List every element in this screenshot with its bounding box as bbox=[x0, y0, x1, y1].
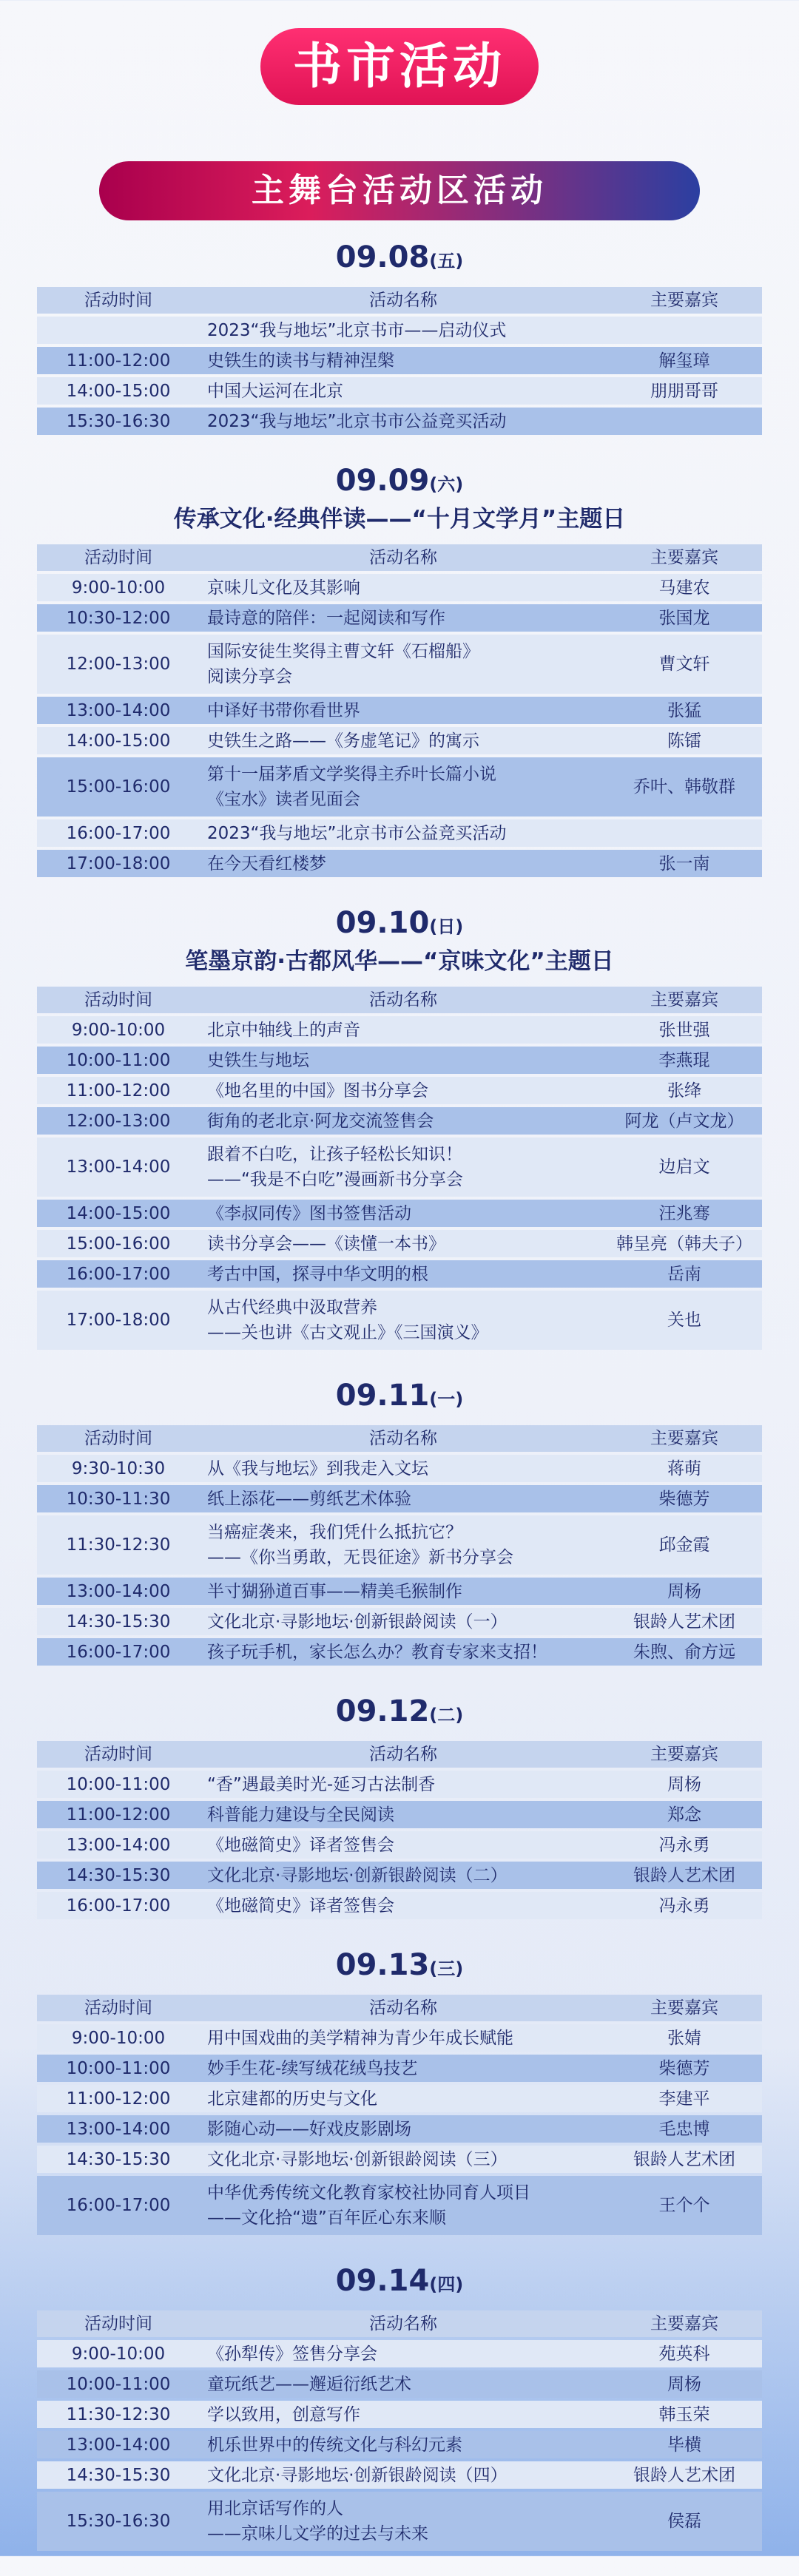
cell-activity: 中国大运河在北京 bbox=[200, 377, 607, 405]
table-row bbox=[37, 1638, 762, 1666]
table-row bbox=[37, 1485, 762, 1512]
cell-activity: 文化北京·寻影地坛·创新银龄阅读（四） bbox=[200, 2461, 607, 2489]
day-block bbox=[0, 902, 799, 1353]
cell-activity: “香”遇最美时光-延习古法制香 bbox=[200, 1771, 607, 1798]
cell-time: 14:00-15:00 bbox=[37, 727, 200, 754]
day-header bbox=[0, 2260, 799, 2302]
cell-activity: 从《我与地坛》到我走入文坛 bbox=[200, 1455, 607, 1482]
cell-time: 10:00-11:00 bbox=[37, 1047, 200, 1074]
table-row bbox=[37, 1016, 762, 1044]
table-row bbox=[37, 697, 762, 724]
cell-guest: 张世强 bbox=[607, 1016, 762, 1044]
cell-time: 15:30-16:30 bbox=[37, 408, 200, 435]
day-theme: 笔墨京韵·古都风华——“京味文化”主题日 bbox=[185, 948, 614, 975]
cell-time: 13:00-14:00 bbox=[37, 1831, 200, 1859]
cell-guest: 冯永勇 bbox=[607, 1831, 762, 1859]
cell-time: 13:00-14:00 bbox=[37, 1137, 200, 1197]
day-weekday: (日) bbox=[429, 916, 464, 937]
cell-time: 12:00-13:00 bbox=[37, 635, 200, 694]
table-row bbox=[37, 1831, 762, 1859]
cell-guest: 苑英科 bbox=[607, 2340, 762, 2367]
cell-activity: 京味儿文化及其影响 bbox=[200, 574, 607, 601]
cell-guest: 毕横 bbox=[607, 2431, 762, 2458]
cell-guest: 张一南 bbox=[607, 850, 762, 877]
cell-guest: 银龄人艺术团 bbox=[607, 2146, 762, 2173]
table-row bbox=[37, 377, 762, 405]
cell-activity: 纸上添花——剪纸艺术体验 bbox=[200, 1485, 607, 1512]
table-row bbox=[37, 1608, 762, 1635]
table-row bbox=[37, 1047, 762, 1074]
cell-time: 14:30-15:30 bbox=[37, 1608, 200, 1635]
day-block bbox=[0, 237, 799, 438]
day-header bbox=[0, 1944, 799, 1986]
day-block bbox=[0, 2260, 799, 2554]
cell-guest: 银龄人艺术团 bbox=[607, 2461, 762, 2489]
cell-activity: 文化北京·寻影地坛·创新银龄阅读（二） bbox=[200, 1862, 607, 1889]
cell-activity: 2023“我与地坛”北京书市公益竞买活动 bbox=[200, 819, 607, 847]
cell-guest: 乔叶、韩敬群 bbox=[607, 757, 762, 817]
cell-guest: 朱煦、俞方远 bbox=[607, 1638, 762, 1666]
table-row bbox=[37, 2340, 762, 2367]
cell-time: 10:00-11:00 bbox=[37, 1771, 200, 1798]
cell-guest: 周杨 bbox=[607, 2370, 762, 2398]
day-date: 09.08 bbox=[335, 240, 430, 274]
table-row bbox=[37, 635, 762, 694]
cell-activity: 用北京话写作的人 ——京味儿文学的过去与未来 bbox=[200, 2492, 607, 2551]
cell-guest: 周杨 bbox=[607, 1578, 762, 1605]
cell-time: 10:30-12:00 bbox=[37, 604, 200, 632]
table-row bbox=[37, 1137, 762, 1197]
cell-time: 9:00-10:00 bbox=[37, 2340, 200, 2367]
cell-activity: 科普能力建设与全民阅读 bbox=[200, 1801, 607, 1828]
schedule-table bbox=[37, 2308, 762, 2554]
cell-activity: 最诗意的陪伴：一起阅读和写作 bbox=[200, 604, 607, 632]
cell-time: 16:00-17:00 bbox=[37, 2176, 200, 2235]
cell-activity: 《地名里的中国》图书分享会 bbox=[200, 1077, 607, 1104]
cell-activity: 童玩纸艺——邂逅衍纸艺术 bbox=[200, 2370, 607, 2398]
cell-guest: 张绛 bbox=[607, 1077, 762, 1104]
schedule-list bbox=[0, 237, 799, 2576]
day-weekday: (六) bbox=[429, 474, 464, 495]
cell-activity: 当癌症袭来，我们凭什么抵抗它？ ——《你当勇敢，无畏征途》新书分享会 bbox=[200, 1515, 607, 1575]
table-header-row bbox=[37, 1995, 762, 2021]
cell-guest: 柴德芳 bbox=[607, 2055, 762, 2082]
cell-time bbox=[37, 317, 200, 344]
day-weekday: (二) bbox=[429, 1705, 464, 1725]
cell-time: 14:30-15:30 bbox=[37, 1862, 200, 1889]
day-weekday: (一) bbox=[429, 1389, 464, 1410]
column-header-guest: 主要嘉宾 bbox=[607, 2310, 762, 2337]
day-header bbox=[0, 1375, 799, 1416]
cell-guest: 蒋萌 bbox=[607, 1455, 762, 1482]
day-date: 09.11 bbox=[335, 1379, 430, 1413]
cell-guest: 银龄人艺术团 bbox=[607, 1862, 762, 1889]
table-row bbox=[37, 2055, 762, 2082]
cell-time: 11:30-12:30 bbox=[37, 1515, 200, 1575]
column-header-activity: 活动名称 bbox=[200, 287, 607, 314]
cell-activity: 孩子玩手机，家长怎么办？教育专家来支招！ bbox=[200, 1638, 607, 1666]
table-row bbox=[37, 604, 762, 632]
column-header-guest: 主要嘉宾 bbox=[607, 1741, 762, 1768]
day-block bbox=[0, 1944, 799, 2238]
column-header-activity: 活动名称 bbox=[200, 1425, 607, 1452]
cell-time: 15:00-16:00 bbox=[37, 757, 200, 817]
schedule-table bbox=[37, 284, 762, 438]
column-header-time: 活动时间 bbox=[37, 987, 200, 1013]
column-header-guest: 主要嘉宾 bbox=[607, 1425, 762, 1452]
day-header bbox=[0, 902, 799, 978]
cell-activity: 史铁生的读书与精神涅槃 bbox=[200, 347, 607, 374]
cell-guest: 陈镭 bbox=[607, 727, 762, 754]
table-row bbox=[37, 1077, 762, 1104]
cell-activity: 2023“我与地坛”北京书市公益竞买活动 bbox=[200, 408, 607, 435]
cell-time: 17:00-18:00 bbox=[37, 1291, 200, 1350]
column-header-guest: 主要嘉宾 bbox=[607, 1995, 762, 2021]
cell-time: 16:00-17:00 bbox=[37, 819, 200, 847]
column-header-time: 活动时间 bbox=[37, 2310, 200, 2337]
section-title: 主舞台活动区活动 bbox=[99, 161, 700, 220]
cell-guest: 韩玉荣 bbox=[607, 2401, 762, 2428]
column-header-guest: 主要嘉宾 bbox=[607, 544, 762, 571]
cell-time: 14:00-15:00 bbox=[37, 1200, 200, 1227]
table-row bbox=[37, 2431, 762, 2458]
cell-guest: 岳南 bbox=[607, 1260, 762, 1288]
cell-guest: 马建农 bbox=[607, 574, 762, 601]
cell-time: 15:30-16:30 bbox=[37, 2492, 200, 2551]
column-header-time: 活动时间 bbox=[37, 544, 200, 571]
cell-time: 11:00-12:00 bbox=[37, 347, 200, 374]
subtitle-wrap bbox=[0, 161, 799, 220]
table-row bbox=[37, 1455, 762, 1482]
table-row bbox=[37, 819, 762, 847]
table-row bbox=[37, 2401, 762, 2428]
cell-activity: 2023“我与地坛”北京书市——启动仪式 bbox=[200, 317, 607, 344]
column-header-activity: 活动名称 bbox=[200, 2310, 607, 2337]
cell-guest: 张国龙 bbox=[607, 604, 762, 632]
cell-activity: 在今天看红楼梦 bbox=[200, 850, 607, 877]
day-block bbox=[0, 1691, 799, 1922]
table-row bbox=[37, 850, 762, 877]
cell-activity: 国际安徒生奖得主曹文轩《石榴船》 阅读分享会 bbox=[200, 635, 607, 694]
table-row bbox=[37, 2461, 762, 2489]
cell-guest: 冯永勇 bbox=[607, 1892, 762, 1919]
cell-guest: 李燕琨 bbox=[607, 1047, 762, 1074]
table-header-row bbox=[37, 287, 762, 314]
table-header-row bbox=[37, 1741, 762, 1768]
cell-activity: 第十一届茅盾文学奖得主乔叶长篇小说 《宝水》读者见面会 bbox=[200, 757, 607, 817]
table-row bbox=[37, 574, 762, 601]
cell-time: 12:00-13:00 bbox=[37, 1107, 200, 1135]
cell-time: 10:00-11:00 bbox=[37, 2370, 200, 2398]
cell-guest: 张猛 bbox=[607, 697, 762, 724]
table-header-row bbox=[37, 2310, 762, 2337]
cell-time: 16:00-17:00 bbox=[37, 1638, 200, 1666]
table-row bbox=[37, 2024, 762, 2052]
cell-activity: 文化北京·寻影地坛·创新银龄阅读（一） bbox=[200, 1608, 607, 1635]
cell-time: 11:00-12:00 bbox=[37, 1077, 200, 1104]
cell-guest: 柴德芳 bbox=[607, 1485, 762, 1512]
cell-guest: 汪兆骞 bbox=[607, 1200, 762, 1227]
page-title-wrap bbox=[0, 28, 799, 105]
cell-activity: 影随心动——好戏皮影剧场 bbox=[200, 2115, 607, 2143]
table-row bbox=[37, 2115, 762, 2143]
cell-guest: 阿龙（卢文龙） bbox=[607, 1107, 762, 1135]
cell-guest: 曹文轩 bbox=[607, 635, 762, 694]
table-row bbox=[37, 1107, 762, 1135]
cell-time: 13:00-14:00 bbox=[37, 697, 200, 724]
cell-guest: 朋朋哥哥 bbox=[607, 377, 762, 405]
schedule-table bbox=[37, 1738, 762, 1922]
schedule-table bbox=[37, 1422, 762, 1669]
table-header-row bbox=[37, 987, 762, 1013]
day-block bbox=[0, 1375, 799, 1669]
cell-activity: 读书分享会——《读懂一本书》 bbox=[200, 1230, 607, 1257]
cell-activity: 学以致用，创意写作 bbox=[200, 2401, 607, 2428]
cell-time: 15:00-16:00 bbox=[37, 1230, 200, 1257]
cell-guest: 李建平 bbox=[607, 2085, 762, 2112]
cell-time: 16:00-17:00 bbox=[37, 1260, 200, 1288]
column-header-time: 活动时间 bbox=[37, 1741, 200, 1768]
table-header-row bbox=[37, 544, 762, 571]
day-header bbox=[0, 1691, 799, 1732]
cell-time: 11:00-12:00 bbox=[37, 2085, 200, 2112]
cell-guest: 侯磊 bbox=[607, 2492, 762, 2551]
cell-activity: 半寸猢狲道百事——精美毛猴制作 bbox=[200, 1578, 607, 1605]
day-header bbox=[0, 460, 799, 535]
day-block bbox=[0, 460, 799, 880]
cell-activity: 北京建都的历史与文化 bbox=[200, 2085, 607, 2112]
cell-guest: 毛忠博 bbox=[607, 2115, 762, 2143]
cell-time: 10:30-11:30 bbox=[37, 1485, 200, 1512]
day-date: 09.09 bbox=[335, 464, 430, 498]
table-row bbox=[37, 2146, 762, 2173]
cell-activity: 北京中轴线上的声音 bbox=[200, 1016, 607, 1044]
cell-activity: 《地磁简史》译者签售会 bbox=[200, 1831, 607, 1859]
schedule-table bbox=[37, 541, 762, 880]
cell-guest: 王个个 bbox=[607, 2176, 762, 2235]
cell-time: 14:30-15:30 bbox=[37, 2461, 200, 2489]
cell-guest: 张婧 bbox=[607, 2024, 762, 2052]
day-date: 09.10 bbox=[335, 906, 430, 940]
cell-activity: 考古中国，探寻中华文明的根 bbox=[200, 1260, 607, 1288]
cell-activity: 《孙犁传》签售分享会 bbox=[200, 2340, 607, 2367]
cell-guest: 郑念 bbox=[607, 1801, 762, 1828]
table-row bbox=[37, 1230, 762, 1257]
cell-guest: 韩呈亮（韩夫子） bbox=[607, 1230, 762, 1257]
cell-activity: 街角的老北京·阿龙交流签售会 bbox=[200, 1107, 607, 1135]
schedule-table bbox=[37, 1992, 762, 2238]
cell-time: 9:00-10:00 bbox=[37, 1016, 200, 1044]
column-header-time: 活动时间 bbox=[37, 1425, 200, 1452]
table-row bbox=[37, 2085, 762, 2112]
table-row bbox=[37, 1892, 762, 1919]
page-title: 书市活动 bbox=[260, 28, 539, 105]
day-weekday: (五) bbox=[429, 251, 464, 271]
column-header-time: 活动时间 bbox=[37, 287, 200, 314]
column-header-activity: 活动名称 bbox=[200, 544, 607, 571]
cell-time: 13:00-14:00 bbox=[37, 2115, 200, 2143]
cell-activity: 从古代经典中汲取营养 ——关也讲《古文观止》《三国演义》 bbox=[200, 1291, 607, 1350]
cell-time: 17:00-18:00 bbox=[37, 850, 200, 877]
cell-time: 13:00-14:00 bbox=[37, 1578, 200, 1605]
day-date: 09.14 bbox=[335, 2264, 430, 2298]
table-row bbox=[37, 2176, 762, 2235]
table-row bbox=[37, 408, 762, 435]
table-row bbox=[37, 347, 762, 374]
column-header-activity: 活动名称 bbox=[200, 987, 607, 1013]
column-header-activity: 活动名称 bbox=[200, 1741, 607, 1768]
cell-time: 14:30-15:30 bbox=[37, 2146, 200, 2173]
cell-time: 11:30-12:30 bbox=[37, 2401, 200, 2428]
column-header-time: 活动时间 bbox=[37, 1995, 200, 2021]
cell-activity: 中华优秀传统文化教育家校社协同育人项目 ——文化拾“遗”百年匠心东来顺 bbox=[200, 2176, 607, 2235]
cell-time: 14:00-15:00 bbox=[37, 377, 200, 405]
day-weekday: (三) bbox=[429, 1958, 464, 1979]
table-row bbox=[37, 757, 762, 817]
cell-guest: 邱金霞 bbox=[607, 1515, 762, 1575]
cell-time: 9:00-10:00 bbox=[37, 574, 200, 601]
table-row bbox=[37, 727, 762, 754]
cell-activity: 《李叔同传》图书签售活动 bbox=[200, 1200, 607, 1227]
cell-time: 9:00-10:00 bbox=[37, 2024, 200, 2052]
cell-activity: 妙手生花-续写绒花绒鸟技艺 bbox=[200, 2055, 607, 2082]
day-date: 09.13 bbox=[335, 1948, 430, 1982]
cell-activity: 《地磁简史》译者签售会 bbox=[200, 1892, 607, 1919]
table-row bbox=[37, 1862, 762, 1889]
table-header-row bbox=[37, 1425, 762, 1452]
cell-time: 11:00-12:00 bbox=[37, 1801, 200, 1828]
table-row bbox=[37, 1515, 762, 1575]
cell-activity: 中译好书带你看世界 bbox=[200, 697, 607, 724]
cell-activity: 文化北京·寻影地坛·创新银龄阅读（三） bbox=[200, 2146, 607, 2173]
schedule-table bbox=[37, 984, 762, 1353]
column-header-guest: 主要嘉宾 bbox=[607, 287, 762, 314]
table-row bbox=[37, 1771, 762, 1798]
table-row bbox=[37, 317, 762, 344]
cell-time: 16:00-17:00 bbox=[37, 1892, 200, 1919]
table-row bbox=[37, 1260, 762, 1288]
cell-guest: 银龄人艺术团 bbox=[607, 1608, 762, 1635]
day-header bbox=[0, 237, 799, 278]
cell-activity: 用中国戏曲的美学精神为青少年成长赋能 bbox=[200, 2024, 607, 2052]
cell-guest bbox=[607, 408, 762, 435]
table-row bbox=[37, 2370, 762, 2398]
table-row bbox=[37, 2492, 762, 2551]
cell-time: 13:00-14:00 bbox=[37, 2431, 200, 2458]
table-row bbox=[37, 1801, 762, 1828]
cell-guest: 周杨 bbox=[607, 1771, 762, 1798]
cell-activity: 史铁生与地坛 bbox=[200, 1047, 607, 1074]
day-date: 09.12 bbox=[335, 1694, 430, 1728]
cell-guest bbox=[607, 317, 762, 344]
cell-guest bbox=[607, 819, 762, 847]
cell-time: 10:00-11:00 bbox=[37, 2055, 200, 2082]
column-header-guest: 主要嘉宾 bbox=[607, 987, 762, 1013]
cell-activity: 史铁生之路——《务虚笔记》的寓示 bbox=[200, 727, 607, 754]
cell-activity: 机乐世界中的传统文化与科幻元素 bbox=[200, 2431, 607, 2458]
cell-time: 9:30-10:30 bbox=[37, 1455, 200, 1482]
cell-activity: 跟着不白吃，让孩子轻松长知识！ ——“我是不白吃”漫画新书分享会 bbox=[200, 1137, 607, 1197]
table-row bbox=[37, 1578, 762, 1605]
table-row bbox=[37, 1291, 762, 1350]
day-weekday: (四) bbox=[429, 2274, 464, 2295]
cell-guest: 解玺璋 bbox=[607, 347, 762, 374]
table-row bbox=[37, 1200, 762, 1227]
day-theme: 传承文化·经典伴读——“十月文学月”主题日 bbox=[173, 506, 626, 533]
cell-guest: 关也 bbox=[607, 1291, 762, 1350]
column-header-activity: 活动名称 bbox=[200, 1995, 607, 2021]
cell-guest: 边启文 bbox=[607, 1137, 762, 1197]
